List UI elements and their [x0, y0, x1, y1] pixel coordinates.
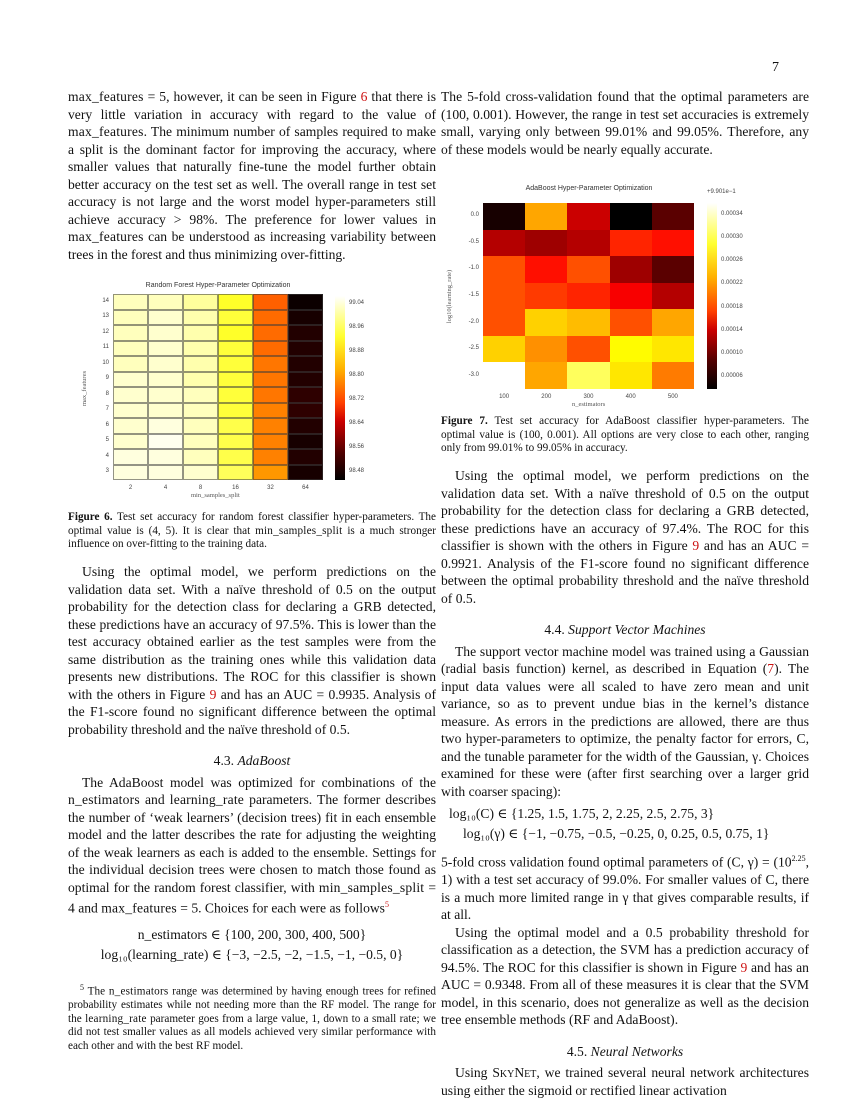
heatmap-cell — [218, 356, 253, 372]
code-learning-rate: learning_rate — [169, 792, 245, 807]
footnote-mark: 5 — [80, 983, 84, 993]
superscript: 2.25 — [791, 854, 806, 863]
heatmap-cell — [253, 310, 288, 326]
heatmap-cell — [113, 310, 148, 326]
heatmap-cell — [288, 403, 323, 419]
colorbar-offset: +9.901e−1 — [707, 189, 736, 195]
code-max-features: max_features — [68, 89, 144, 104]
heatmap-cell — [288, 387, 323, 403]
paragraph-svm — [441, 643, 809, 801]
heatmap-cell — [183, 403, 218, 419]
figure-6-link[interactable]: 6 — [360, 89, 368, 104]
text: Using the optimal model, we perform predictions on the validation data set. With a naïve threshold of 0.5 on the output probability for the detection class for declaring a GRB detected, these predictions have an accuracy of 97.5%. This is lower than the test accuracy obtained earlier as the test samples were from the same distribution as the training ones while this validation data presents new distributions. The ROC for this classifier is shown with the others in Figure — [68, 564, 436, 702]
heatmap-cell — [525, 336, 567, 363]
y-axis-label: log10(learning_rate) — [446, 269, 454, 324]
heatmap-cell — [183, 372, 218, 388]
heatmap-cell — [610, 336, 652, 363]
heatmap-cell — [288, 356, 323, 372]
heatmap-cell — [113, 465, 148, 481]
heatmap-cell — [253, 465, 288, 481]
paragraph-rf-validation — [68, 563, 436, 738]
paragraph-svm-cv — [441, 850, 809, 924]
code-max-features: max_features — [68, 124, 144, 139]
colorbar-tick-label: 98.56 — [349, 444, 365, 450]
y-tick-label: -1.5 — [468, 292, 479, 298]
heatmap-cell — [610, 256, 652, 283]
text: = 5. Choices for each were as follows — [176, 900, 385, 916]
heatmap-cell — [483, 336, 525, 363]
figure-6-caption — [68, 511, 436, 552]
y-tick-label: 5 — [105, 437, 109, 444]
section-number: 4.3. — [213, 753, 235, 768]
heatmap-cell — [525, 309, 567, 336]
figure-9-link[interactable]: 9 — [740, 959, 748, 975]
colorbar — [335, 296, 345, 480]
x-tick-label: 4 — [163, 485, 168, 491]
heatmap-cell — [288, 418, 323, 434]
colorbar-tick-label: 98.88 — [349, 348, 365, 354]
text: parameters. The former describes the number of ‘weak learners’ (decision trees) fit in each ensemble model and the latter describes the rate for adjusting the weighting of the weak learners as each is added to the ensemble. Settings for the individual decision trees were chosen to match those found as optimal for the random forest classifier, with — [68, 792, 436, 895]
heatmap-cell — [253, 418, 288, 434]
colorbar — [707, 203, 717, 389]
text: . The minimum number of samples required to make a split is the dominant factor for improving the accuracy, where smaller values that naturally fine-tune the model further obtain better accuracy on the test set as well. The overall range in test set accuracy is not large and the worst model hyper-parameters still achieve accuracy > 98%. The preference for lower values in — [68, 124, 436, 227]
heatmap-cell — [218, 372, 253, 388]
heatmap-cell — [525, 362, 567, 389]
section-number: 4.5. — [566, 1043, 588, 1059]
heatmap-cell — [610, 283, 652, 310]
x-axis-label: min_samples_split — [191, 492, 240, 499]
heatmap-cell — [148, 403, 183, 419]
heatmap-cell — [218, 341, 253, 357]
heatmap-cell — [652, 362, 694, 389]
paragraph-adaboost — [68, 774, 436, 918]
paragraph-adaboost-validation — [441, 467, 809, 607]
text: 5-fold cross validation found optimal parameters of (C, γ) = (10 — [441, 854, 792, 870]
heatmap-cell — [483, 309, 525, 336]
heatmap-cell — [183, 418, 218, 434]
y-axis-label: max_features — [81, 370, 89, 407]
heatmap-cell — [567, 256, 609, 283]
y-tick-label: 8 — [105, 390, 109, 397]
heatmap-cell — [113, 294, 148, 310]
colorbar-tick-label: 0.00010 — [721, 349, 743, 356]
text: , 1) with a test set accuracy of 99.0%. For smaller values of C, there is a much more limited range in γ that gives comparable results, if at all. — [441, 854, 809, 923]
heatmap-cell — [567, 230, 609, 257]
text: Test set accuracy for random forest classifier hyper-parameters. The optimal value is (4, 5). It is clear that — [68, 511, 436, 537]
right-column-lower — [441, 467, 809, 1099]
text: The — [84, 985, 109, 998]
colorbar-tick-label: 0.00026 — [721, 257, 743, 264]
y-tick-label: 6 — [105, 421, 109, 428]
heatmap-cell — [610, 362, 652, 389]
text: Using — [455, 1065, 493, 1081]
x-tick-label: 200 — [541, 394, 552, 400]
text: is a much stronger influence on over-fitting to the training data. — [68, 524, 436, 550]
text: Test set accuracy for AdaBoost classifier hyper-parameters. The optimal value is (100, 0.001). All options are very close to each other, ranging only from 99.01% to 99.05% in accuracy. — [441, 415, 809, 454]
heatmap-cell — [113, 387, 148, 403]
y-tick-label: -2.0 — [468, 318, 479, 325]
heatmap-cell — [183, 325, 218, 341]
caption-label: Figure 6. — [68, 511, 113, 523]
section-title: Support Vector Machines — [568, 622, 706, 637]
text: and has an AUC = 0.9348. From all of these measures it is clear that the SVM model, in this scenario, does not generalize as well as the decision tree ensemble methods (RF and AdaBoost). — [441, 959, 809, 1028]
paragraph-svm-validation — [441, 924, 809, 1029]
right-column — [441, 88, 809, 158]
heatmap-cell — [288, 434, 323, 450]
colorbar-tick-label: 98.80 — [349, 372, 365, 378]
colorbar-tick-label: 0.00034 — [721, 211, 743, 217]
x-tick-label: 8 — [198, 485, 203, 491]
y-tick-label: -2.5 — [468, 345, 479, 352]
colorbar-tick-label: 98.64 — [349, 420, 365, 426]
heatmap-cell — [148, 294, 183, 310]
heatmap-cell — [567, 336, 609, 363]
heatmap-cell — [183, 465, 218, 481]
heatmap-grid — [113, 294, 323, 480]
heatmap-cell — [483, 230, 525, 257]
equation-log-gamma: log₁₀(γ) ∈ {−1, −0.75, −0.5, −0.25, 0, 0.25, 0.5, 0.75, 1} — [463, 826, 770, 841]
heatmap-cell — [183, 387, 218, 403]
heatmap-cell — [253, 356, 288, 372]
heatmap-cell — [253, 341, 288, 357]
heatmap-cell — [567, 362, 609, 389]
text: range was determined by having enough trees for refined probability estimates while not needing more than the RF model. The range for the — [68, 985, 436, 1025]
heatmap-cell — [253, 372, 288, 388]
equation-log-c: log₁₀(C) ∈ {1.25, 1.5, 1.75, 2, 2.25, 2.5, 2.75, 3} — [449, 806, 715, 821]
paragraph-adaboost-cv: The 5-fold cross-validation found that the optimal parameters are (100, 0.001). However, the range in test set accuracies is extremely small, varying only between 99.01% and 99.05%. Therefore, any of these models would be nearly equally accurate. — [441, 89, 809, 157]
heatmap-cell — [113, 418, 148, 434]
colorbar-tick-label: 0.00006 — [721, 373, 743, 379]
heatmap-cell — [610, 230, 652, 257]
section-title: AdaBoost — [237, 753, 291, 768]
heatmap-cell — [148, 310, 183, 326]
chart-title: Random Forest Hyper-Parameter Optimization — [145, 282, 291, 289]
heatmap-cell — [218, 325, 253, 341]
heatmap-cell — [218, 449, 253, 465]
section-number: 4.4. — [544, 622, 565, 637]
heatmap-cell — [148, 356, 183, 372]
heatmap-cell — [148, 372, 183, 388]
heatmap-cell — [288, 310, 323, 326]
heatmap-cell — [288, 341, 323, 357]
section-heading-adaboost — [68, 752, 436, 770]
heatmap-cell — [253, 325, 288, 341]
heatmap-cell — [183, 294, 218, 310]
code-max-features: max_features — [68, 229, 144, 244]
heatmap-cell — [148, 418, 183, 434]
text: , we trained several neural network architectures using either the sigmoid or rectified linear activation — [441, 1065, 809, 1098]
colorbar-tick-label: 98.48 — [349, 468, 365, 474]
text: ). The input data values were all scaled to have zero mean and unit variance, so as to prevent undue bias in the kernel’s distance measure. As errors in the predictions are allowed, there are thus two hyper-parameters to optimize, the penalty factor for errors, C, and the tunable parameter for the width of the Gaussian, γ. Choices examined for these were (after first searching over a larger grid with coarser spacing): — [441, 661, 809, 799]
heatmap-cell — [483, 362, 525, 389]
text: The support vector machine model was trained using a Gaussian (radial basis function) kernel, as described in Equation ( — [441, 643, 809, 676]
code-learning-rate: learning_rate — [85, 1012, 147, 1025]
x-axis-label: n_estimators — [572, 401, 606, 408]
left-column — [68, 88, 436, 263]
text: Using the optimal model and a 0.5 probability threshold for classification as a detection, the SVM has a prediction accuracy of 94.5%. The ROC for this classifier is shown in Figure — [441, 924, 809, 975]
chart-title: AdaBoost Hyper-Parameter Optimization — [525, 185, 653, 192]
heatmap-cell — [148, 449, 183, 465]
heatmap-cell — [525, 203, 567, 230]
colorbar-tick-label: 0.00018 — [721, 303, 743, 310]
figure-9-link[interactable]: 9 — [209, 686, 217, 702]
code-n-estimators: n_estimators — [108, 985, 169, 998]
heatmap-cell — [183, 449, 218, 465]
y-tick-label: 4 — [105, 452, 109, 459]
text: = 4 and — [68, 879, 436, 916]
y-tick-label: 13 — [102, 313, 109, 320]
y-tick-label: 7 — [105, 406, 109, 413]
x-tick-label: 300 — [583, 394, 594, 400]
colorbar-tick-label: 0.00030 — [721, 234, 743, 241]
heatmap-cell — [183, 310, 218, 326]
y-tick-label: 11 — [102, 344, 109, 351]
footnote-5-link[interactable]: 5 — [384, 900, 389, 909]
heatmap-cell — [652, 256, 694, 283]
equation-7-link[interactable]: 7 — [767, 661, 775, 676]
heatmap-cell — [183, 356, 218, 372]
heatmap-cell — [525, 230, 567, 257]
heatmap-cell — [253, 449, 288, 465]
figure-6-rf-heatmap — [81, 282, 385, 500]
heatmap-cell — [113, 341, 148, 357]
text: and — [139, 792, 170, 807]
heatmap-cell — [148, 465, 183, 481]
equation-learning-rate: log₁₀(learning_rate) ∈ {−3, −2.5, −2, −1.5, −1, −0.5, 0} — [100, 947, 404, 963]
heatmap-cell — [183, 434, 218, 450]
heatmap-cell — [483, 203, 525, 230]
x-tick-label: 16 — [232, 485, 239, 491]
heatmap-cell — [567, 203, 609, 230]
heatmap-cell — [288, 465, 323, 481]
heatmap-cell — [288, 294, 323, 310]
y-tick-label: -3.0 — [468, 371, 479, 378]
y-tick-label: 14 — [102, 297, 109, 304]
figure-9-link[interactable]: 9 — [692, 538, 700, 553]
y-tick-label: 10 — [102, 359, 109, 366]
section-heading-svm — [441, 621, 809, 639]
heatmap-cell — [148, 341, 183, 357]
heatmap-cell — [113, 449, 148, 465]
y-tick-label: -0.5 — [468, 238, 479, 245]
x-tick-label: 2 — [128, 485, 133, 491]
heatmap-cell — [113, 356, 148, 372]
y-tick-label: 9 — [105, 375, 109, 382]
section-title: Neural Networks — [590, 1043, 684, 1059]
x-tick-label: 32 — [267, 485, 274, 491]
heatmap-cell — [652, 309, 694, 336]
skynet-name: SkyNet — [492, 1065, 537, 1081]
heatmap-cell — [610, 203, 652, 230]
heatmap-cell — [113, 325, 148, 341]
footnote-5 — [68, 981, 436, 1053]
heatmap-cell — [253, 387, 288, 403]
heatmap-cell — [652, 230, 694, 257]
heatmap-cell — [183, 341, 218, 357]
heatmap-cell — [148, 434, 183, 450]
colorbar-tick-label: 99.04 — [349, 300, 365, 306]
page-number: 7 — [772, 60, 779, 75]
text: The AdaBoost model was optimized for combinations of the — [82, 774, 436, 790]
y-tick-label: 12 — [102, 328, 109, 335]
text: and has an AUC = 0.9921. Analysis of the F1-score found no significant difference between the optimal probability threshold and the naïve threshold of 0.5. — [441, 538, 809, 606]
y-tick-label: 3 — [105, 468, 109, 475]
x-tick-label: 100 — [499, 394, 510, 400]
x-tick-label: 64 — [302, 485, 309, 491]
heatmap-cell — [610, 309, 652, 336]
x-tick-label: 400 — [625, 394, 636, 400]
heatmap-cell — [113, 372, 148, 388]
heatmap-cell — [288, 325, 323, 341]
heatmap-cell — [652, 336, 694, 363]
heatmap-cell — [218, 403, 253, 419]
heatmap-cell — [253, 294, 288, 310]
colorbar-tick-label: 98.72 — [349, 396, 365, 402]
heatmap-cell — [218, 294, 253, 310]
equation-n-estimators: n_estimators ∈ {100, 200, 300, 400, 500} — [137, 927, 367, 943]
heatmap-cell — [652, 203, 694, 230]
figure-7-adaboost-heatmap — [445, 185, 795, 408]
section-heading-neural-networks — [441, 1043, 809, 1061]
heatmap-cell — [148, 325, 183, 341]
heatmap-cell — [253, 403, 288, 419]
caption-label: Figure 7. — [441, 415, 488, 427]
text: that there is very little variation in accuracy with regard to the value of — [68, 89, 437, 122]
text: = 5, however, it can be seen in Figure — [143, 89, 361, 104]
heatmap-cell — [525, 283, 567, 310]
heatmap-cell — [483, 283, 525, 310]
heatmap-cell — [567, 283, 609, 310]
heatmap-cell — [218, 434, 253, 450]
heatmap-cell — [288, 372, 323, 388]
text: Using the optimal model, we perform predictions on the validation data set. With a naïve threshold of 0.5 on the output probability for the detection class for declaring a GRB detected, these predictions have an accuracy of 97.4%. The ROC for this classifier is shown with the others in Figure — [441, 468, 809, 553]
x-tick-label: 500 — [667, 394, 678, 400]
heatmap-cell — [218, 465, 253, 481]
figure-7-caption — [441, 415, 809, 456]
heatmap-cell — [525, 256, 567, 283]
heatmap-cell — [567, 309, 609, 336]
heatmap-cell — [218, 310, 253, 326]
text: and has an AUC = 0.9935. Analysis of the F1-score found no significant difference between the optimal probability threshold and the naïve threshold of 0.5. — [68, 686, 436, 737]
y-tick-label: 0.0 — [470, 212, 479, 219]
heatmap-cell — [113, 403, 148, 419]
heatmap-cell — [253, 434, 288, 450]
text: parameter goes from a large value, 1, down to a small rate; we did not test smaller values as all models achieved very similar performance with each other and with the best RF model. — [68, 1012, 436, 1052]
code-n-estimators: n_estimators — [68, 792, 140, 807]
colorbar-tick-label: 98.96 — [349, 324, 365, 330]
heatmap-cell — [652, 283, 694, 310]
heatmap-cell — [148, 387, 183, 403]
heatmap-cell — [218, 387, 253, 403]
code-min-samples-split: min_samples_split — [255, 524, 343, 537]
paragraph-neural-networks — [441, 1064, 809, 1099]
code-min-samples-split: min_samples_split — [318, 879, 425, 895]
colorbar-tick-label: 0.00014 — [721, 326, 743, 333]
text: can be understood as increasing variability between trees in the forest and thus minimizing over-fitting. — [68, 229, 436, 262]
y-tick-label: -1.0 — [468, 265, 479, 272]
heatmap-cell — [288, 449, 323, 465]
heatmap-cell — [483, 256, 525, 283]
heatmap-cell — [218, 418, 253, 434]
heatmap-cell — [113, 434, 148, 450]
left-column-lower — [68, 563, 436, 1053]
paragraph-rf-discussion — [68, 88, 436, 263]
heatmap-grid — [483, 203, 694, 389]
colorbar-tick-label: 0.00022 — [721, 280, 743, 287]
code-max-features: max_features — [101, 900, 177, 916]
